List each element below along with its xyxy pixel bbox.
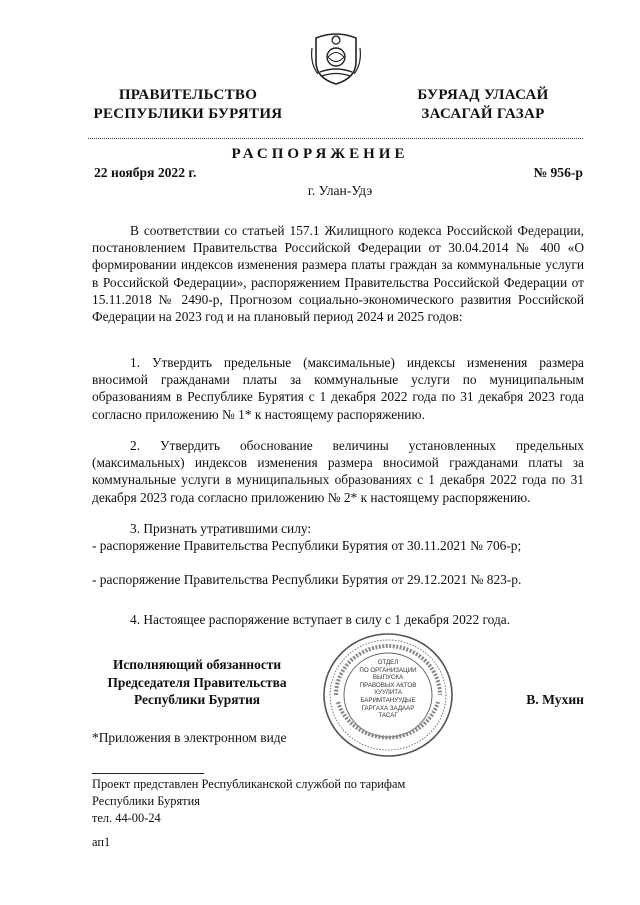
draft-info-line1: Проект представлен Республиканской службой по тарифам — [92, 777, 406, 791]
item-3b-text: - распоряжение Правительства Республики Бурятия от 29.12.2021 № 823-р. — [92, 572, 522, 587]
document-code: ап1 — [92, 835, 111, 849]
government-name-bua-line1: БУРЯАД УЛАСАЙ — [417, 87, 549, 103]
stamp-text-line: ТАСАГ — [378, 712, 398, 720]
signatory-position-line2: Председателя Правительства — [107, 674, 287, 690]
item-4-text: 4. Настоящее распоряжение вступает в силу с 1 декабря 2022 года. — [130, 612, 511, 627]
government-name-line1: ПРАВИТЕЛЬСТВО — [118, 87, 258, 103]
stamp-text-line: ВЫПУСКА — [372, 674, 404, 682]
stamp-text-line: ХУУЛИТА — [374, 689, 402, 697]
government-name-bua — [408, 86, 558, 124]
preamble-text: В соответствии со статьей 157.1 Жилищного кодекса Российской Федерации, постановлением Правительства Российской Федерации от 30.04.2014 № 400 «О формировании индексов изменения размера платы граждан за коммунальные услуги в Российской Федерации», распоряжением Правительства Российской Федерации от 15.11.2018 № 2490-р, Прогнозом социально-экономического развития Российской Федерации на 2023 год и на плановый период 2024 и 2025 годов: — [92, 223, 584, 325]
signatory-position-line1: Исполняющий обязанности — [112, 657, 282, 672]
stamp-center-text — [348, 659, 428, 720]
stamp-text-line: ГАРГАХА ЗАДААР — [361, 704, 415, 712]
item-3a-text: - распоряжение Правительства Республики Бурятия от 30.11.2021 № 706-р; — [92, 538, 522, 553]
document-date: 22 ноября 2022 г. — [94, 165, 197, 180]
header-divider — [88, 138, 583, 139]
stamp-text-line: ПО ОРГАНИЗАЦИИ — [359, 666, 417, 674]
item-1-text: 1. Утвердить предельные (максимальные) индексы изменения размера вносимой гражданами платы за коммунальные услуги по муниципальным образованиям в Республике Бурятия с 1 декабря 2022 года по 31 декабря 2023 года согласно приложению № 1* к настоящему распоряжению. — [92, 355, 584, 422]
signatory-position — [92, 656, 302, 709]
buryatia-coat-of-arms-icon — [308, 28, 364, 86]
preamble-paragraph — [92, 222, 584, 325]
signatory-position-line3: Республики Бурятия — [133, 692, 261, 707]
stamp-text-line: БАРИМТАНУУДЫЕ — [360, 696, 416, 704]
footnote-rule — [92, 773, 204, 774]
signatory-name: В. Мухин — [526, 692, 584, 707]
item-3-title — [92, 520, 584, 537]
government-name-bua-line2: ЗАСАГАЙ ГАЗАР — [421, 106, 545, 122]
item-4-paragraph — [92, 611, 584, 628]
government-name-ru — [93, 86, 283, 124]
attachments-note: *Приложения в электронном виде — [92, 730, 287, 745]
document-type: РАСПОРЯЖЕНИЕ — [231, 146, 409, 162]
draft-info-line2: Республики Бурятия — [92, 794, 200, 808]
draft-info-phone: тел. 44-00-24 — [92, 811, 161, 825]
draft-info — [92, 776, 405, 827]
document-city: г. Улан-Удэ — [307, 183, 373, 198]
item-3a-paragraph — [92, 537, 584, 554]
item-3-title-text: 3. Признать утратившими силу: — [130, 521, 312, 536]
government-name-line2: РЕСПУБЛИКИ БУРЯТИЯ — [93, 106, 283, 122]
stamp-text-line: ОТДЕЛ — [377, 659, 399, 666]
item-2-paragraph — [92, 437, 584, 506]
stamp-text-line: ПРАВОВЫХ АКТОВ — [359, 681, 417, 689]
document-number: № 956-р — [533, 165, 583, 180]
item-1-paragraph — [92, 354, 584, 423]
official-round-stamp-icon — [320, 630, 456, 760]
item-3b-paragraph — [92, 571, 584, 588]
item-2-text: 2. Утвердить обоснование величины установленных предельных (максимальных) индексов изменения размера вносимой гражданами платы за коммунальные услуги в муниципальных образованиях с 1 декабря 2022 года по 31 декабря 2023 года согласно приложению № 2* к настоящему распоряжению. — [92, 438, 584, 505]
